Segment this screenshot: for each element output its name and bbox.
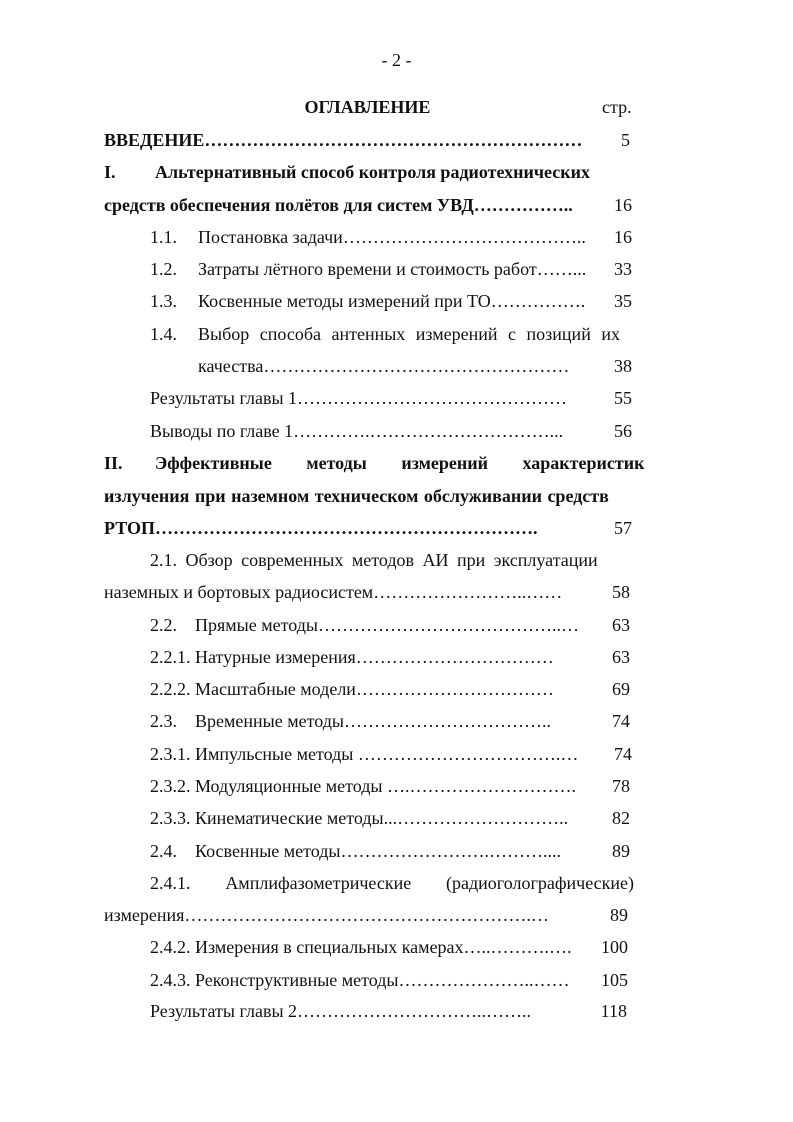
toc-section-text-line2: качества…………………………………………… (198, 356, 570, 376)
toc-page: 63 (612, 615, 630, 635)
toc-page: 89 (610, 905, 628, 925)
toc-section-text: 2.3. Временные методы…………………………….. (150, 711, 551, 731)
toc-chapter-2-line2: излучения при наземном техническом обслуживании средств (104, 486, 609, 506)
toc-chapter-1-line2: средств обеспечения полётов для систем УВД…………….. (104, 195, 573, 215)
toc-section-text: 2.3.1. Импульсные методы …………………………….… (150, 744, 579, 764)
toc-page: 16 (614, 227, 632, 247)
page-number: - 2 - (381, 50, 412, 70)
toc-section-text: 2.3.3. Кинематические методы...……………………….. (150, 808, 569, 828)
toc-section-text-line2: измерения………………………………………………….… (104, 905, 549, 925)
toc-title: ОГЛАВЛЕНИЕ (304, 97, 431, 117)
toc-section-number: 1.4. (150, 324, 177, 344)
toc-page: 63 (612, 647, 630, 667)
toc-section-text: 2.4. Косвенные методы…………………….……….... (150, 841, 562, 861)
toc-section-text-line1: Выбор способа антенных измерений с позиций их (198, 324, 620, 344)
toc-chapter-1-line1: Альтернативный способ контроля радиотехнических (155, 162, 590, 182)
toc-section-text: Косвенные методы измерений при ТО……………. (198, 291, 586, 311)
toc-conclusions: Выводы по главе 1………….…………………………... (150, 421, 564, 441)
toc-page: 5 (621, 130, 630, 150)
toc-section-text: Затраты лётного времени и стоимость работ……... (198, 259, 587, 279)
toc-page: 33 (614, 259, 632, 279)
page-column-label: стр. (602, 97, 632, 117)
toc-page: 100 (601, 937, 628, 957)
toc-section-number: 1.2. (150, 259, 177, 279)
toc-summary: Результаты главы 2…………………………..…….. (150, 1001, 532, 1021)
toc-section-text: Постановка задачи………………………………….. (198, 227, 586, 247)
toc-page: 38 (614, 356, 632, 376)
toc-section-text-line1: 2.1. Обзор современных методов АИ при эксплуатации (150, 550, 598, 570)
chapter-number: II. (104, 453, 123, 473)
toc-page: 78 (612, 776, 630, 796)
toc-section-word: Амплифазометрические (225, 873, 412, 893)
toc-entry-introduction: ВВЕДЕНИЕ……………………………………………………… (104, 130, 583, 150)
toc-chapter-2-line1: Эффективные методы измерений характеристик (155, 453, 645, 473)
toc-page: 16 (614, 195, 632, 215)
toc-page: 74 (614, 744, 632, 764)
toc-page: 69 (612, 679, 630, 699)
toc-section-text-line1 (150, 868, 634, 898)
toc-chapter-2-line3: РТОП………………………………………………………. (104, 518, 538, 538)
toc-section-text: 2.2.2. Масштабные модели…………………………… (150, 679, 554, 699)
toc-section-text: 2.2. Прямые методы…………………………………..… (150, 615, 579, 635)
toc-page: 58 (612, 582, 630, 602)
toc-section-word: (радиоголографические) (446, 873, 634, 893)
toc-page: 56 (614, 421, 632, 441)
toc-section-text: 2.3.2. Модуляционные методы ….………………………. (150, 776, 577, 796)
toc-page: 82 (612, 808, 630, 828)
toc-page: 105 (601, 970, 628, 990)
toc-section-number: 2.4.1. (150, 873, 191, 893)
toc-page: 74 (612, 711, 630, 731)
toc-section-number: 1.1. (150, 227, 177, 247)
toc-page: 118 (600, 1001, 627, 1021)
chapter-number: I. (104, 162, 116, 182)
toc-section-text: 2.4.2. Измерения в специальных камерах…..……….…. (150, 937, 572, 957)
toc-summary: Результаты главы 1……………………………………… (150, 388, 568, 408)
toc-section-text: 2.4.3. Реконструктивные методы…………………..…… (150, 970, 570, 990)
toc-section-number: 1.3. (150, 291, 177, 311)
toc-page: 35 (614, 291, 632, 311)
toc-section-text: 2.2.1. Натурные измерения…………………………… (150, 647, 554, 667)
toc-page: 57 (614, 518, 632, 538)
toc-page: 89 (612, 841, 630, 861)
toc-page: 55 (614, 388, 632, 408)
toc-section-text-line2: наземных и бортовых радиосистем……………………..…… (104, 582, 563, 602)
